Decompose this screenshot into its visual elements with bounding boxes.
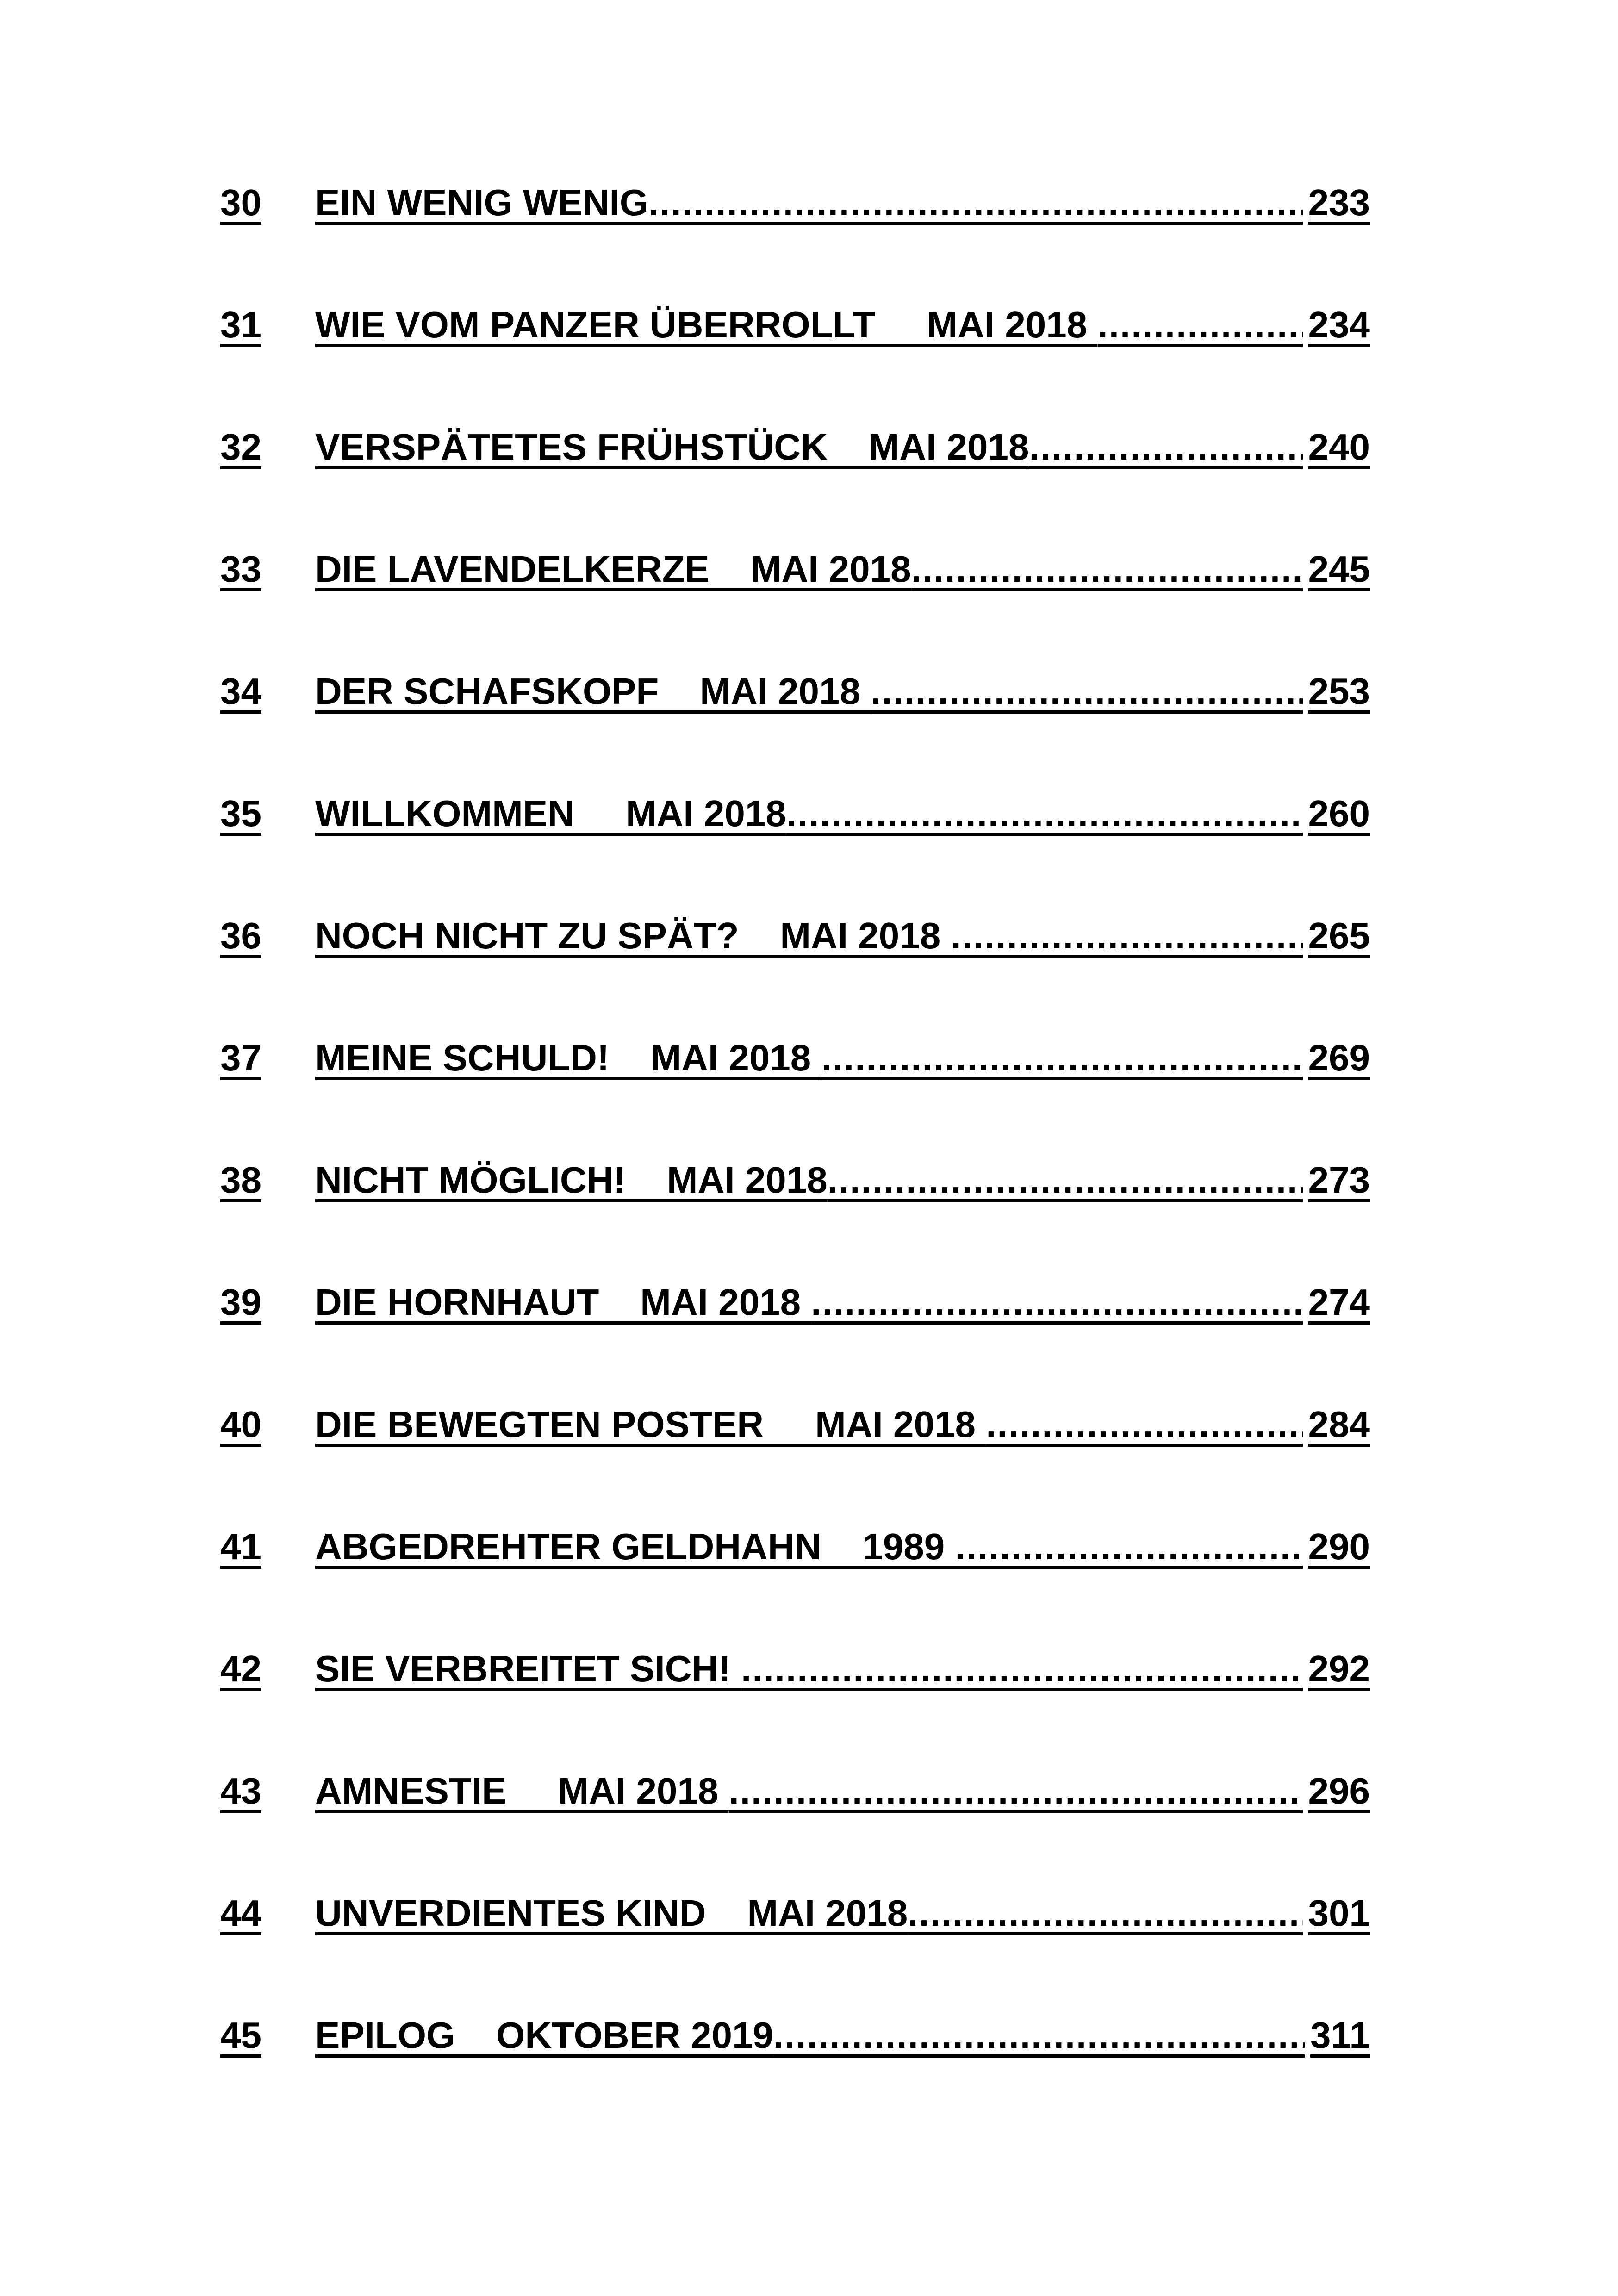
- toc-entry[interactable]: [220, 1158, 1370, 1280]
- page-number: 234: [1308, 304, 1370, 345]
- toc-entry[interactable]: [220, 1036, 1370, 1158]
- page-number: 301: [1308, 1892, 1370, 1934]
- toc-entry[interactable]: [220, 1647, 1370, 1769]
- page-number: 260: [1308, 793, 1370, 834]
- chapter-title: DIE LAVENDELKERZE MAI 2018: [315, 548, 911, 590]
- table-of-contents: [220, 180, 1370, 2135]
- chapter-title: AMNESTIE MAI 2018: [315, 1770, 729, 1811]
- chapter-number: 40: [220, 1404, 261, 1445]
- dot-leader: [986, 1402, 1302, 1447]
- chapter-title: DIE BEWEGTEN POSTER MAI 2018: [315, 1404, 986, 1445]
- chapter-number: 45: [220, 2015, 261, 2056]
- chapter-title: SIE VERBREITET SICH!: [315, 1648, 741, 1689]
- chapter-title: WIE VOM PANZER ÜBERROLLT MAI 2018: [315, 304, 1098, 345]
- toc-entry[interactable]: [220, 1280, 1370, 1402]
- dot-leader: [811, 1280, 1302, 1325]
- page-number: 284: [1308, 1404, 1370, 1445]
- chapter-title: ABGEDREHTER GELDHAHN 1989: [315, 1526, 955, 1567]
- dot-leader: [821, 1036, 1303, 1080]
- chapter-number: 34: [220, 671, 261, 712]
- toc-entry[interactable]: [220, 1769, 1370, 1891]
- page-number: 240: [1308, 426, 1370, 467]
- chapter-number: 39: [220, 1282, 261, 1323]
- toc-entry[interactable]: [220, 1524, 1370, 1647]
- dot-leader: [955, 1524, 1302, 1569]
- page-number: 269: [1308, 1037, 1370, 1078]
- chapter-number: 37: [220, 1037, 261, 1078]
- toc-entry[interactable]: [220, 180, 1370, 303]
- toc-entry[interactable]: [220, 791, 1370, 914]
- chapter-number: 41: [220, 1526, 261, 1567]
- toc-entry[interactable]: [220, 1402, 1370, 1524]
- chapter-title: UNVERDIENTES KIND MAI 2018: [315, 1892, 908, 1934]
- chapter-title: WILLKOMMEN MAI 2018: [315, 793, 786, 834]
- chapter-number: 43: [220, 1770, 261, 1811]
- chapter-number: 35: [220, 793, 261, 834]
- chapter-title: EIN WENIG WENIG: [315, 182, 648, 223]
- chapter-title: VERSPÄTETES FRÜHSTÜCK MAI 2018: [315, 426, 1029, 467]
- dot-leader: [1029, 425, 1303, 469]
- toc-entry[interactable]: [220, 2013, 1370, 2135]
- dot-leader: [911, 547, 1303, 591]
- dot-leader: [828, 1158, 1303, 1202]
- dot-leader: [951, 914, 1302, 958]
- toc-entry[interactable]: [220, 303, 1370, 425]
- dot-leader: [741, 1647, 1302, 1691]
- toc-entry[interactable]: [220, 669, 1370, 791]
- page-number: 292: [1308, 1648, 1370, 1689]
- dot-leader: [786, 791, 1303, 836]
- dot-leader: [729, 1769, 1303, 1813]
- dot-leader: [648, 180, 1303, 225]
- chapter-title: DER SCHAFSKOPF MAI 2018: [315, 671, 871, 712]
- chapter-title: EPILOG OKTOBER 2019: [315, 2015, 773, 2056]
- page-number: 273: [1308, 1159, 1370, 1201]
- toc-entry[interactable]: [220, 914, 1370, 1036]
- page-number: 296: [1308, 1770, 1370, 1811]
- toc-entry[interactable]: [220, 425, 1370, 547]
- toc-entry[interactable]: [220, 547, 1370, 669]
- dot-leader: [871, 669, 1302, 714]
- chapter-number: 30: [220, 182, 261, 223]
- page-number: 245: [1308, 548, 1370, 590]
- page-number: 311: [1310, 2015, 1370, 2056]
- chapter-number: 36: [220, 915, 261, 956]
- chapter-title: NICHT MÖGLICH! MAI 2018: [315, 1159, 828, 1201]
- chapter-number: 33: [220, 548, 261, 590]
- page-number: 265: [1308, 915, 1370, 956]
- page-number: 274: [1308, 1282, 1370, 1323]
- chapter-number: 42: [220, 1648, 261, 1689]
- chapter-number: 38: [220, 1159, 261, 1201]
- chapter-title: MEINE SCHULD! MAI 2018: [315, 1037, 821, 1078]
- chapter-title: NOCH NICHT ZU SPÄT? MAI 2018: [315, 915, 951, 956]
- toc-entry[interactable]: [220, 1891, 1370, 2013]
- page-number: 290: [1308, 1526, 1370, 1567]
- dot-leader: [773, 2013, 1305, 2058]
- chapter-title: DIE HORNHAUT MAI 2018: [315, 1282, 811, 1323]
- dot-leader: [908, 1891, 1302, 1935]
- chapter-number: 44: [220, 1892, 261, 1934]
- chapter-number: 31: [220, 304, 261, 345]
- page-number: 253: [1308, 671, 1370, 712]
- dot-leader: [1098, 303, 1303, 347]
- page-number: 233: [1308, 182, 1370, 223]
- chapter-number: 32: [220, 426, 261, 467]
